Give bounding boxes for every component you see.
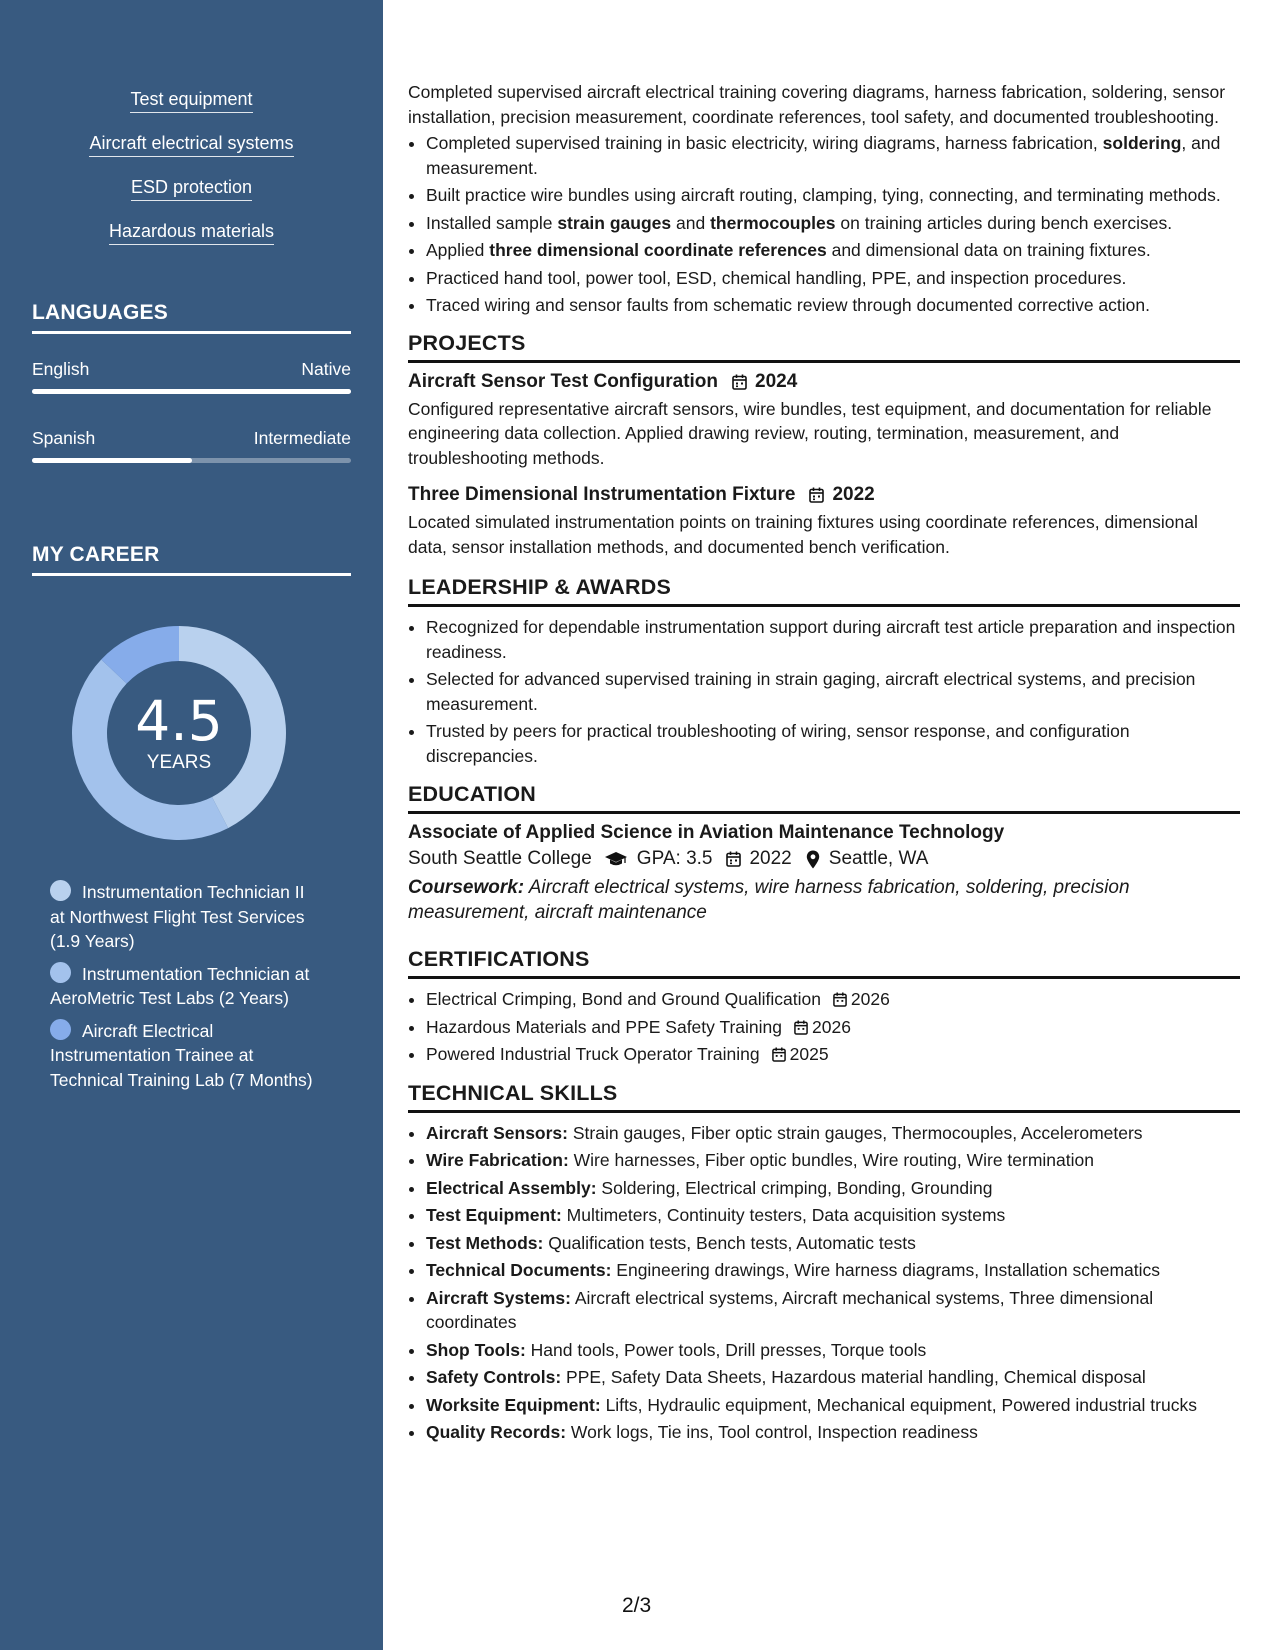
graduation-cap-icon: [604, 851, 628, 867]
technical-skills-section: [408, 1081, 1240, 1445]
school-name: South Seattle College: [408, 848, 592, 869]
certification-item: • Hazardous Materials and PPE Safety Training 2026: [426, 1015, 1240, 1040]
language-row: [32, 359, 351, 380]
certification-item: • Powered Industrial Truck Operator Training 2025: [426, 1042, 1240, 1067]
certifications-section: [408, 947, 1240, 1067]
career-list: [50, 880, 320, 1100]
training-bullet: • Practiced hand tool, power tool, ESD, chemical handling, PPE, and inspection procedures.: [426, 266, 1240, 291]
language-proficiency-bar: [32, 458, 351, 463]
certifications-list: [408, 987, 1240, 1067]
career-item-text: Instrumentation Technician at AeroMetric Test Labs (2 Years): [50, 963, 310, 1008]
certification-year: 2025: [789, 1044, 829, 1064]
technical-skills-list: [408, 1121, 1240, 1445]
language-name: English: [32, 359, 90, 379]
technical-skill-item: • Quality Records: Work logs, Tie ins, Tool control, Inspection readiness: [426, 1420, 1240, 1445]
technical-skill-item: • Test Methods: Qualification tests, Bench tests, Automatic tests: [426, 1231, 1240, 1256]
language-row: [32, 428, 351, 449]
career-item: [50, 962, 320, 1011]
training-bullet: • Built practice wire bundles using aircraft routing, clamping, tying, connecting, and terminating methods.: [426, 183, 1240, 208]
page-number: 2/3: [622, 1594, 652, 1617]
leadership-item: • Trusted by peers for practical troubleshooting of wiring, sensor response, and configuration discrepancies.: [426, 719, 1240, 768]
language-level: Native: [301, 359, 351, 379]
training-bullets: [408, 131, 1240, 318]
training-bullet: • Installed sample strain gauges and thermocouples on training articles during bench exercises.: [426, 211, 1240, 236]
career-heading: MY CAREER: [32, 543, 351, 576]
calendar-icon: [794, 1020, 808, 1035]
skill-item: ESD protection: [131, 176, 252, 201]
technical-skill-item: • Shop Tools: Hand tools, Power tools, Drill presses, Torque tools: [426, 1338, 1240, 1363]
main-content: [408, 80, 1240, 1448]
career-dot: [50, 880, 71, 901]
project-title: Aircraft Sensor Test Configuration 2024: [408, 370, 798, 392]
languages-heading: LANGUAGES: [32, 301, 351, 334]
technical-skill-item: • Technical Documents: Engineering drawings, Wire harness diagrams, Installation schematics: [426, 1258, 1240, 1283]
training-bullet: • Applied three dimensional coordinate references and dimensional data on training fixtures.: [426, 238, 1240, 263]
technical-skill-item: • Aircraft Systems: Aircraft electrical systems, Aircraft mechanical systems, Three dimensional coordinates: [426, 1286, 1240, 1335]
skill-item: Aircraft electrical systems: [89, 132, 293, 157]
career-total-years: 4.5: [135, 689, 223, 753]
education-section: [408, 782, 1240, 925]
career-item-text: Instrumentation Technician II at Northwest Flight Test Services (1.9 Years): [50, 882, 305, 951]
calendar-icon: [732, 374, 747, 390]
leadership-list: [408, 615, 1240, 768]
certification-year: 2026: [812, 1016, 851, 1037]
sidebar: [0, 0, 383, 1650]
career-donut-segment: [72, 659, 228, 840]
technical-skill-item: • Worksite Equipment: Lifts, Hydraulic equipment, Mechanical equipment, Powered industrial trucks: [426, 1393, 1240, 1418]
project-year: 2022: [832, 484, 875, 505]
career-donut-chart: [66, 620, 292, 846]
technical-skill-item: • Wire Fabrication: Wire harnesses, Fiber optic bundles, Wire routing, Wire termination: [426, 1148, 1240, 1173]
leadership-heading: LEADERSHIP & AWARDS: [408, 575, 1240, 607]
calendar-icon: [833, 992, 847, 1007]
career-dot: [50, 962, 71, 983]
language-name: Spanish: [32, 428, 96, 448]
technical-skill-item: • Safety Controls: PPE, Safety Data Sheets, Hazardous material handling, Chemical disposal: [426, 1365, 1240, 1390]
career-item: [50, 880, 320, 954]
gpa: GPA: 3.5: [636, 848, 713, 869]
leadership-item: • Recognized for dependable instrumentation support during aircraft test article preparation and inspection readiness.: [426, 615, 1240, 664]
school-location: Seattle, WA: [828, 848, 929, 869]
projects-section: [408, 331, 1240, 560]
technical-skill-item: • Test Equipment: Multimeters, Continuity testers, Data acquisition systems: [426, 1203, 1240, 1228]
skill-item: Hazardous materials: [109, 220, 274, 245]
language-proficiency-fill: [32, 389, 351, 394]
project-year: 2024: [755, 370, 798, 392]
career-donut-segment: [179, 626, 286, 828]
training-bullet: • Completed supervised training in basic electricity, wiring diagrams, harness fabrication, soldering, and measurement.: [426, 131, 1240, 180]
language-proficiency-fill: [32, 458, 192, 463]
calendar-icon: [726, 851, 741, 867]
technical-skill-item: • Electrical Assembly: Soldering, Electrical crimping, Bonding, Grounding: [426, 1176, 1240, 1201]
project-title: Three Dimensional Instrumentation Fixture 2022: [408, 484, 875, 505]
training-summary: Completed supervised aircraft electrical training covering diagrams, harness fabrication, soldering, sensor installation, precision measurement, coordinate references, tool safety, and documented troubleshooting.: [408, 82, 1226, 127]
language-proficiency-bar: [32, 389, 351, 394]
education-meta: [408, 848, 1240, 870]
degree-title: Associate of Applied Science in Aviation Maintenance Technology: [408, 822, 1005, 843]
calendar-icon: [772, 1047, 786, 1062]
skill-item: Test equipment: [130, 88, 252, 113]
career-total-unit: YEARS: [146, 752, 212, 773]
career-item: [50, 1019, 320, 1093]
location-pin-icon: [806, 850, 820, 869]
calendar-icon: [809, 487, 824, 503]
language-level: Intermediate: [253, 428, 351, 448]
leadership-item: • Selected for advanced supervised training in strain gaging, aircraft electrical systems, and precision measurement.: [426, 667, 1240, 716]
career-item-text: Aircraft Electrical Instrumentation Trainee at Technical Training Lab (7 Months): [50, 1020, 313, 1090]
certification-item: • Electrical Crimping, Bond and Ground Qualification 2026: [426, 987, 1240, 1012]
leadership-section: [408, 575, 1240, 768]
training-bullet: • Traced wiring and sensor faults from schematic review through documented corrective action.: [426, 293, 1240, 318]
education-heading: EDUCATION: [408, 782, 1240, 814]
technical-skills-heading: TECHNICAL SKILLS: [408, 1081, 1240, 1113]
project-description: Configured representative aircraft sensors, wire bundles, test equipment, and documentation for reliable engineering data collection. Applied drawing review, routing, termination, measurement, and troubleshooting methods.: [408, 398, 1212, 468]
certification-year: 2026: [850, 989, 890, 1009]
project-description: Located simulated instrumentation points on training fixtures using coordinate references, dimensional data, sensor installation methods, and documented bench verification.: [408, 512, 1198, 557]
career-dot: [50, 1019, 71, 1040]
skills-list: [0, 88, 383, 264]
coursework: Coursework: Aircraft electrical systems, wire harness fabrication, soldering, precision measurement, aircraft maintenance: [408, 877, 1130, 923]
projects-heading: PROJECTS: [408, 331, 1240, 363]
certifications-heading: CERTIFICATIONS: [408, 947, 1240, 979]
graduation-year: 2022: [749, 848, 792, 869]
technical-skill-item: • Aircraft Sensors: Strain gauges, Fiber optic strain gauges, Thermocouples, Accelerometers: [426, 1121, 1240, 1146]
